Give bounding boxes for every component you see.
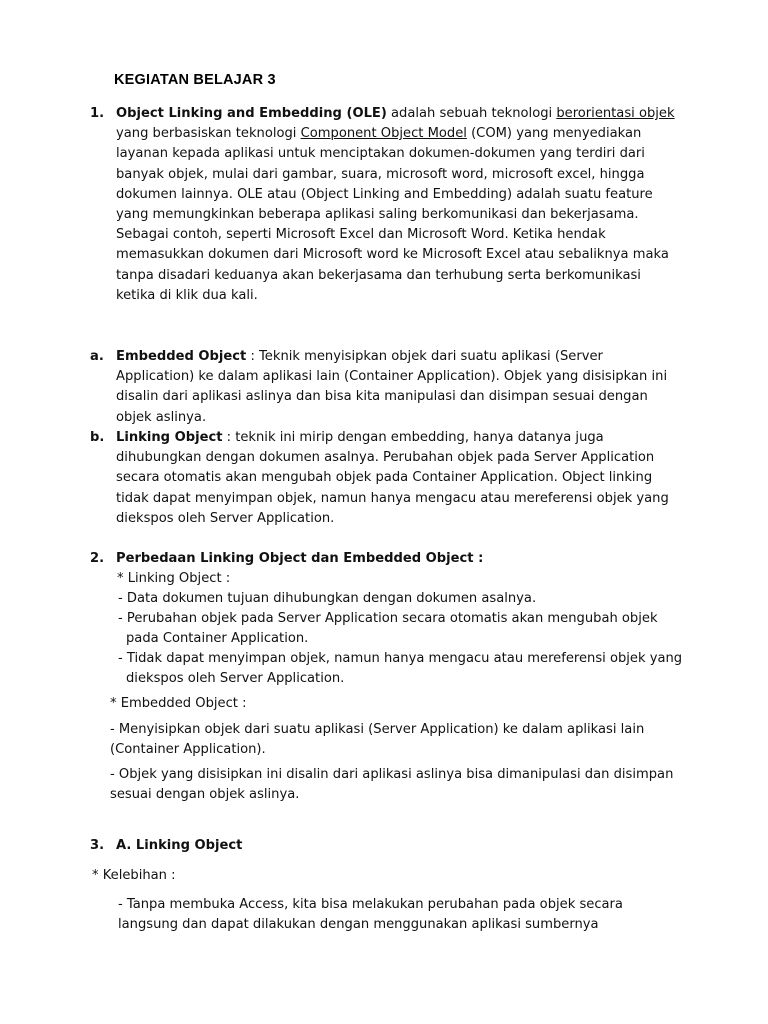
item1-seg-a: adalah sebuah teknologi [386, 106, 557, 121]
list-marker-a: a. [90, 349, 104, 364]
list-marker-3: 3. [90, 838, 105, 853]
item-a-bold-lead: Embedded Object [116, 349, 247, 364]
item-b-text: : teknik ini mirip dengan embedding, hanya datanya juga dihubungkan dengan dokumen asalnya. Perubahan objek pada Server Application secara otomatis akan mengubah objek pada Container Application. Object linking tidak dapat menyimpan objek, namun hanya mengacu atau mereferensi objek yang diekspos oleh Server Application. [116, 430, 669, 526]
list-marker-1: 1. [90, 106, 105, 121]
item1-underline-b: Component Object Model [300, 126, 467, 142]
linking-point-2: - Perubahan objek pada Server Application secara otomatis akan mengubah objek pada Container Application. [118, 611, 658, 647]
list-item-b-body [116, 428, 682, 529]
kelebihan-point-1: - Tanpa membuka Access, kita bisa melakukan perubahan pada objek secara langsung dan dapat dilakukan dengan menggunakan aplikasi sumbernya [118, 897, 623, 933]
item1-bold-lead: Object Linking and Embedding (OLE) [116, 106, 387, 121]
page-title: KEGIATAN BELAJAR 3 [114, 72, 276, 88]
kelebihan-header: * Kelebihan : [92, 868, 176, 883]
list-item-3-title-wrap [116, 836, 682, 856]
list-item-3 [90, 836, 682, 856]
linking-point-1: - Data dokumen tujuan dihubungkan dengan dokumen asalnya. [118, 591, 537, 606]
list-marker-2: 2. [90, 551, 105, 566]
list-item-a-body [116, 347, 682, 428]
linking-point-3: - Tidak dapat menyimpan objek, namun hanya mengacu atau mereferensi objek yang diekspos oleh Server Application. [118, 651, 683, 687]
item3-title: A. Linking Object [116, 838, 243, 853]
list-item-1 [90, 104, 682, 306]
embedded-object-header: * Embedded Object : [110, 696, 247, 711]
linking-object-header: * Linking Object : [117, 571, 231, 586]
list-marker-b: b. [90, 430, 105, 445]
item1-seg-c: (COM) yang menyediakan layanan kepada aplikasi untuk menciptakan dokumen-dokumen yang terdiri dari banyak objek, mulai dari gambar, suara, microsoft word, microsoft excel, hingga dokumen lainnya. OLE atau (Object Linking and Embedding) adalah suatu feature yang memungkinkan beberapa aplikasi saling berkomunikasi dan bekerjasama. Sebagai contoh, seperti Microsoft Excel dan Microsoft Word. Ketika hendak memasukkan dokumen dari Microsoft word ke Microsoft Excel atau sebaliknya maka tanpa disadari keduanya akan bekerjasama dan terhubung serta berkomunikasi ketika di klik dua kali. [116, 126, 669, 303]
item1-underline-a: berorientasi objek [556, 106, 675, 121]
list-item-a [90, 347, 682, 428]
list-item-1-body [116, 104, 682, 306]
list-item-b [90, 428, 682, 529]
item-b-bold-lead: Linking Object [116, 430, 223, 445]
item2-title: Perbedaan Linking Object dan Embedded Object : [116, 551, 484, 566]
list-item-2-title-wrap [116, 549, 682, 569]
list-item-2 [90, 549, 682, 569]
item-a-text: : Teknik menyisipkan objek dari suatu aplikasi (Server Application) ke dalam aplikasi lain (Container Application). Objek yang disisipkan ini disalin dari aplikasi aslinya dan bisa kita manipulasi dan disimpan sesuai dengan objek aslinya. [116, 349, 668, 425]
item1-seg-b: yang berbasiskan teknologi [116, 126, 301, 142]
embedded-point-2: - Objek yang disisipkan ini disalin dari aplikasi aslinya bisa dimanipulasi dan disimpan sesuai dengan objek aslinya. [110, 767, 674, 803]
embedded-point-1: - Menyisipkan objek dari suatu aplikasi (Server Application) ke dalam aplikasi lain (Container Application). [110, 722, 645, 758]
